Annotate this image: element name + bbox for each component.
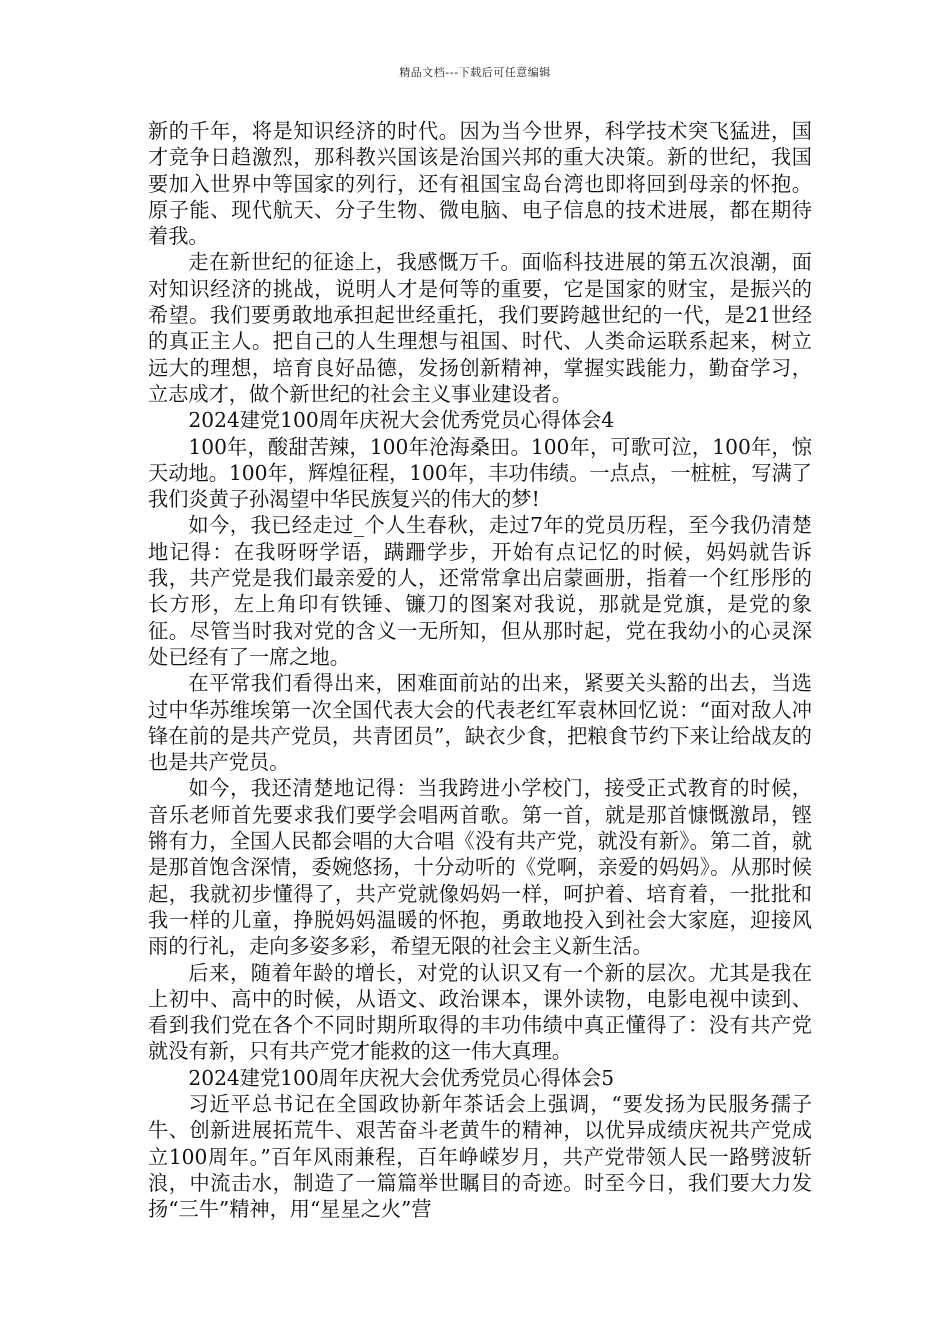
section-heading: 2024建党100周年庆祝大会优秀党员心得体会4 <box>188 408 615 433</box>
paragraph: 如今，我还清楚地记得：当我跨进小学校门，接受正式教育的时候，音乐老师首先要求我们要学会唱两首歌。第一首，就是那首慷慨激昂，铿锵有力，全国人民都会唱的大合唱《没有共产党，就没有新》。第二首，就是那首饱含深情，委婉悠扬，十分动听的《党啊，亲爱的妈妈》。从那时候起，我就初步懂得了，共产党就像妈妈一样，呵护着、培育着，一批批和我一样的儿童，挣脱妈妈温暖的怀抱，勇敢地投入到社会大家庭，迎接风雨的行礼，走向多姿多彩，希望无限的社会主义新生活。 <box>148 776 812 959</box>
document-body <box>148 118 812 1222</box>
paragraph: 如今，我已经走过_个人生春秋，走过7年的党员历程，至今我仍清楚地记得：在我呀呀学语，蹒跚学步，开始有点记忆的时候，妈妈就告诉我，共产党是我们最亲爱的人，还常常拿出启蒙画册，指着一个红彤彤的长方形，左上角印有铁锤、镰刀的图案对我说，那就是党旗，是党的象征。尽管当时我对党的含义一无所知，但从那时起，党在我幼小的心灵深处已经有了一席之地。 <box>148 513 812 669</box>
paragraph: 习近平总书记在全国政协新年茶话会上强调，“要发扬为民服务孺子牛、创新进展拓荒牛、艰苦奋斗老黄牛的精神，以优异成绩庆祝共产党成立100周年。”百年风雨兼程，百年峥嵘岁月，共产党带领人民一路劈波斩浪，中流击水，制造了一篇篇举世瞩目的奇迹。时至今日，我们要大力发扬“三牛”精神，用“星星之火”营 <box>148 1091 812 1222</box>
section-heading: 2024建党100周年庆祝大会优秀党员心得体会5 <box>188 1065 615 1090</box>
page-header: 精品文档---下载后可任意编辑 <box>399 66 551 79</box>
paragraph: 在平常我们看得出来，困难面前站的出来，紧要关头豁的出去，当选过中华苏维埃第一次全国代表大会的代表老红军袁林回忆说：“面对敌人冲锋在前的是共产党员，共青团员”，缺衣少食，把粮食节约下来让给战友的也是共产党员。 <box>148 671 812 775</box>
paragraph: 100年，酸甜苦辣，100年沧海桑田。100年，可歌可泣，100年，惊天动地。100年，辉煌征程，100年，丰功伟绩。一点点，一桩桩，写满了我们炎黄子孙渴望中华民族复兴的伟大的梦! <box>148 434 812 512</box>
paragraph: 走在新世纪的征途上，我感慨万千。面临科技进展的第五次浪潮，面对知识经济的挑战，说明人才是何等的重要，它是国家的财宝，是振兴的希望。我们要勇敢地承担起世经重托，我们要跨越世纪的一代，是21世经的真正主人。把自己的人生理想与祖国、时代、人类命运联系起来，树立远大的理想，培育良好品德，发扬创新精神，掌握实践能力，勤奋学习，立志成才，做个新世纪的社会主义事业建设者。 <box>148 250 812 406</box>
paragraph: 新的千年，将是知识经济的时代。因为当今世界，科学技术突飞猛进，国才竞争日趋激烈，那科教兴国该是治国兴邦的重大决策。新的世纪，我国要加入世界中等国家的列行，还有祖国宝岛台湾也即将回到母亲的怀抱。原子能、现代航天、分子生物、微电脑、电子信息的技术进展，都在期待着我。 <box>148 119 812 249</box>
paragraph: 后来，随着年龄的增长，对党的认识又有一个新的层次。尤其是我在上初中、高中的时候，从语文、政治课本，课外读物，电影电视中读到、看到我们党在各个不同时期所取得的丰功伟绩中真正懂得了：没有共产党就没有新，只有共产党才能救的这一伟大真理。 <box>148 960 812 1064</box>
